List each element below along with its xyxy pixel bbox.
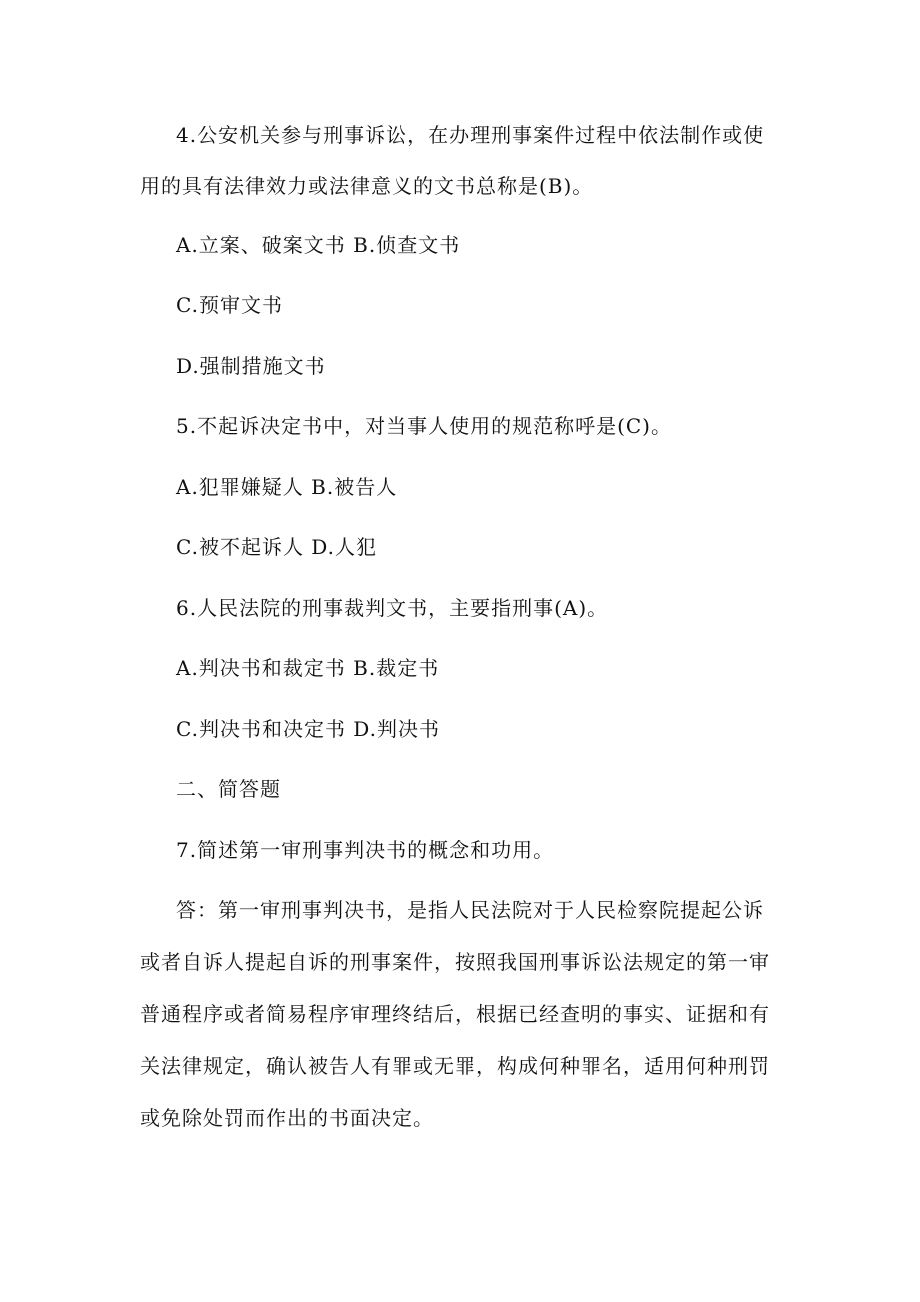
question-6-options-c-d: C.判决书和决定书 D.判决书	[176, 717, 440, 741]
answer-line-2: 或者自诉人提起自诉的刑事案件，按照我国刑事诉讼法规定的第一审	[140, 950, 770, 974]
question-4-stem-line-1: 4.公安机关参与刑事诉讼，在办理刑事案件过程中依法制作或使	[176, 123, 765, 147]
question-4-stem-line-2: 用的具有法律效力或法律意义的文书总称是(B)。	[140, 174, 594, 198]
answer-line-1: 答：第一审刑事判决书，是指人民法院对于人民检察院提起公诉	[176, 898, 764, 922]
question-5-options-a-b: A.犯罪嫌疑人 B.被告人	[176, 475, 398, 499]
question-6-options-a-b: A.判决书和裁定书 B.裁定书	[176, 656, 440, 680]
question-4-option-d: D.强制措施文书	[176, 354, 326, 378]
answer-line-5: 或免除处罚而作出的书面决定。	[140, 1106, 434, 1130]
answer-line-4: 关法律规定，确认被告人有罪或无罪，构成何种罪名，适用何种刑罚	[140, 1054, 770, 1078]
question-5-options-c-d: C.被不起诉人 D.人犯	[176, 535, 377, 559]
question-6-stem: 6.人民法院的刑事裁判文书，主要指刑事(A)。	[176, 596, 609, 620]
question-4-option-c: C.预审文书	[176, 293, 283, 317]
question-4-options-a-b: A.立案、破案文书 B.侦查文书	[176, 233, 461, 257]
question-7-stem: 7.简述第一审刑事判决书的概念和功用。	[176, 838, 555, 862]
section-2-heading: 二、简答题	[176, 777, 281, 801]
question-5-stem: 5.不起诉决定书中，对当事人使用的规范称呼是(C)。	[176, 414, 672, 438]
answer-line-3: 普通程序或者简易程序审理终结后，根据已经查明的事实、证据和有	[140, 1002, 770, 1026]
